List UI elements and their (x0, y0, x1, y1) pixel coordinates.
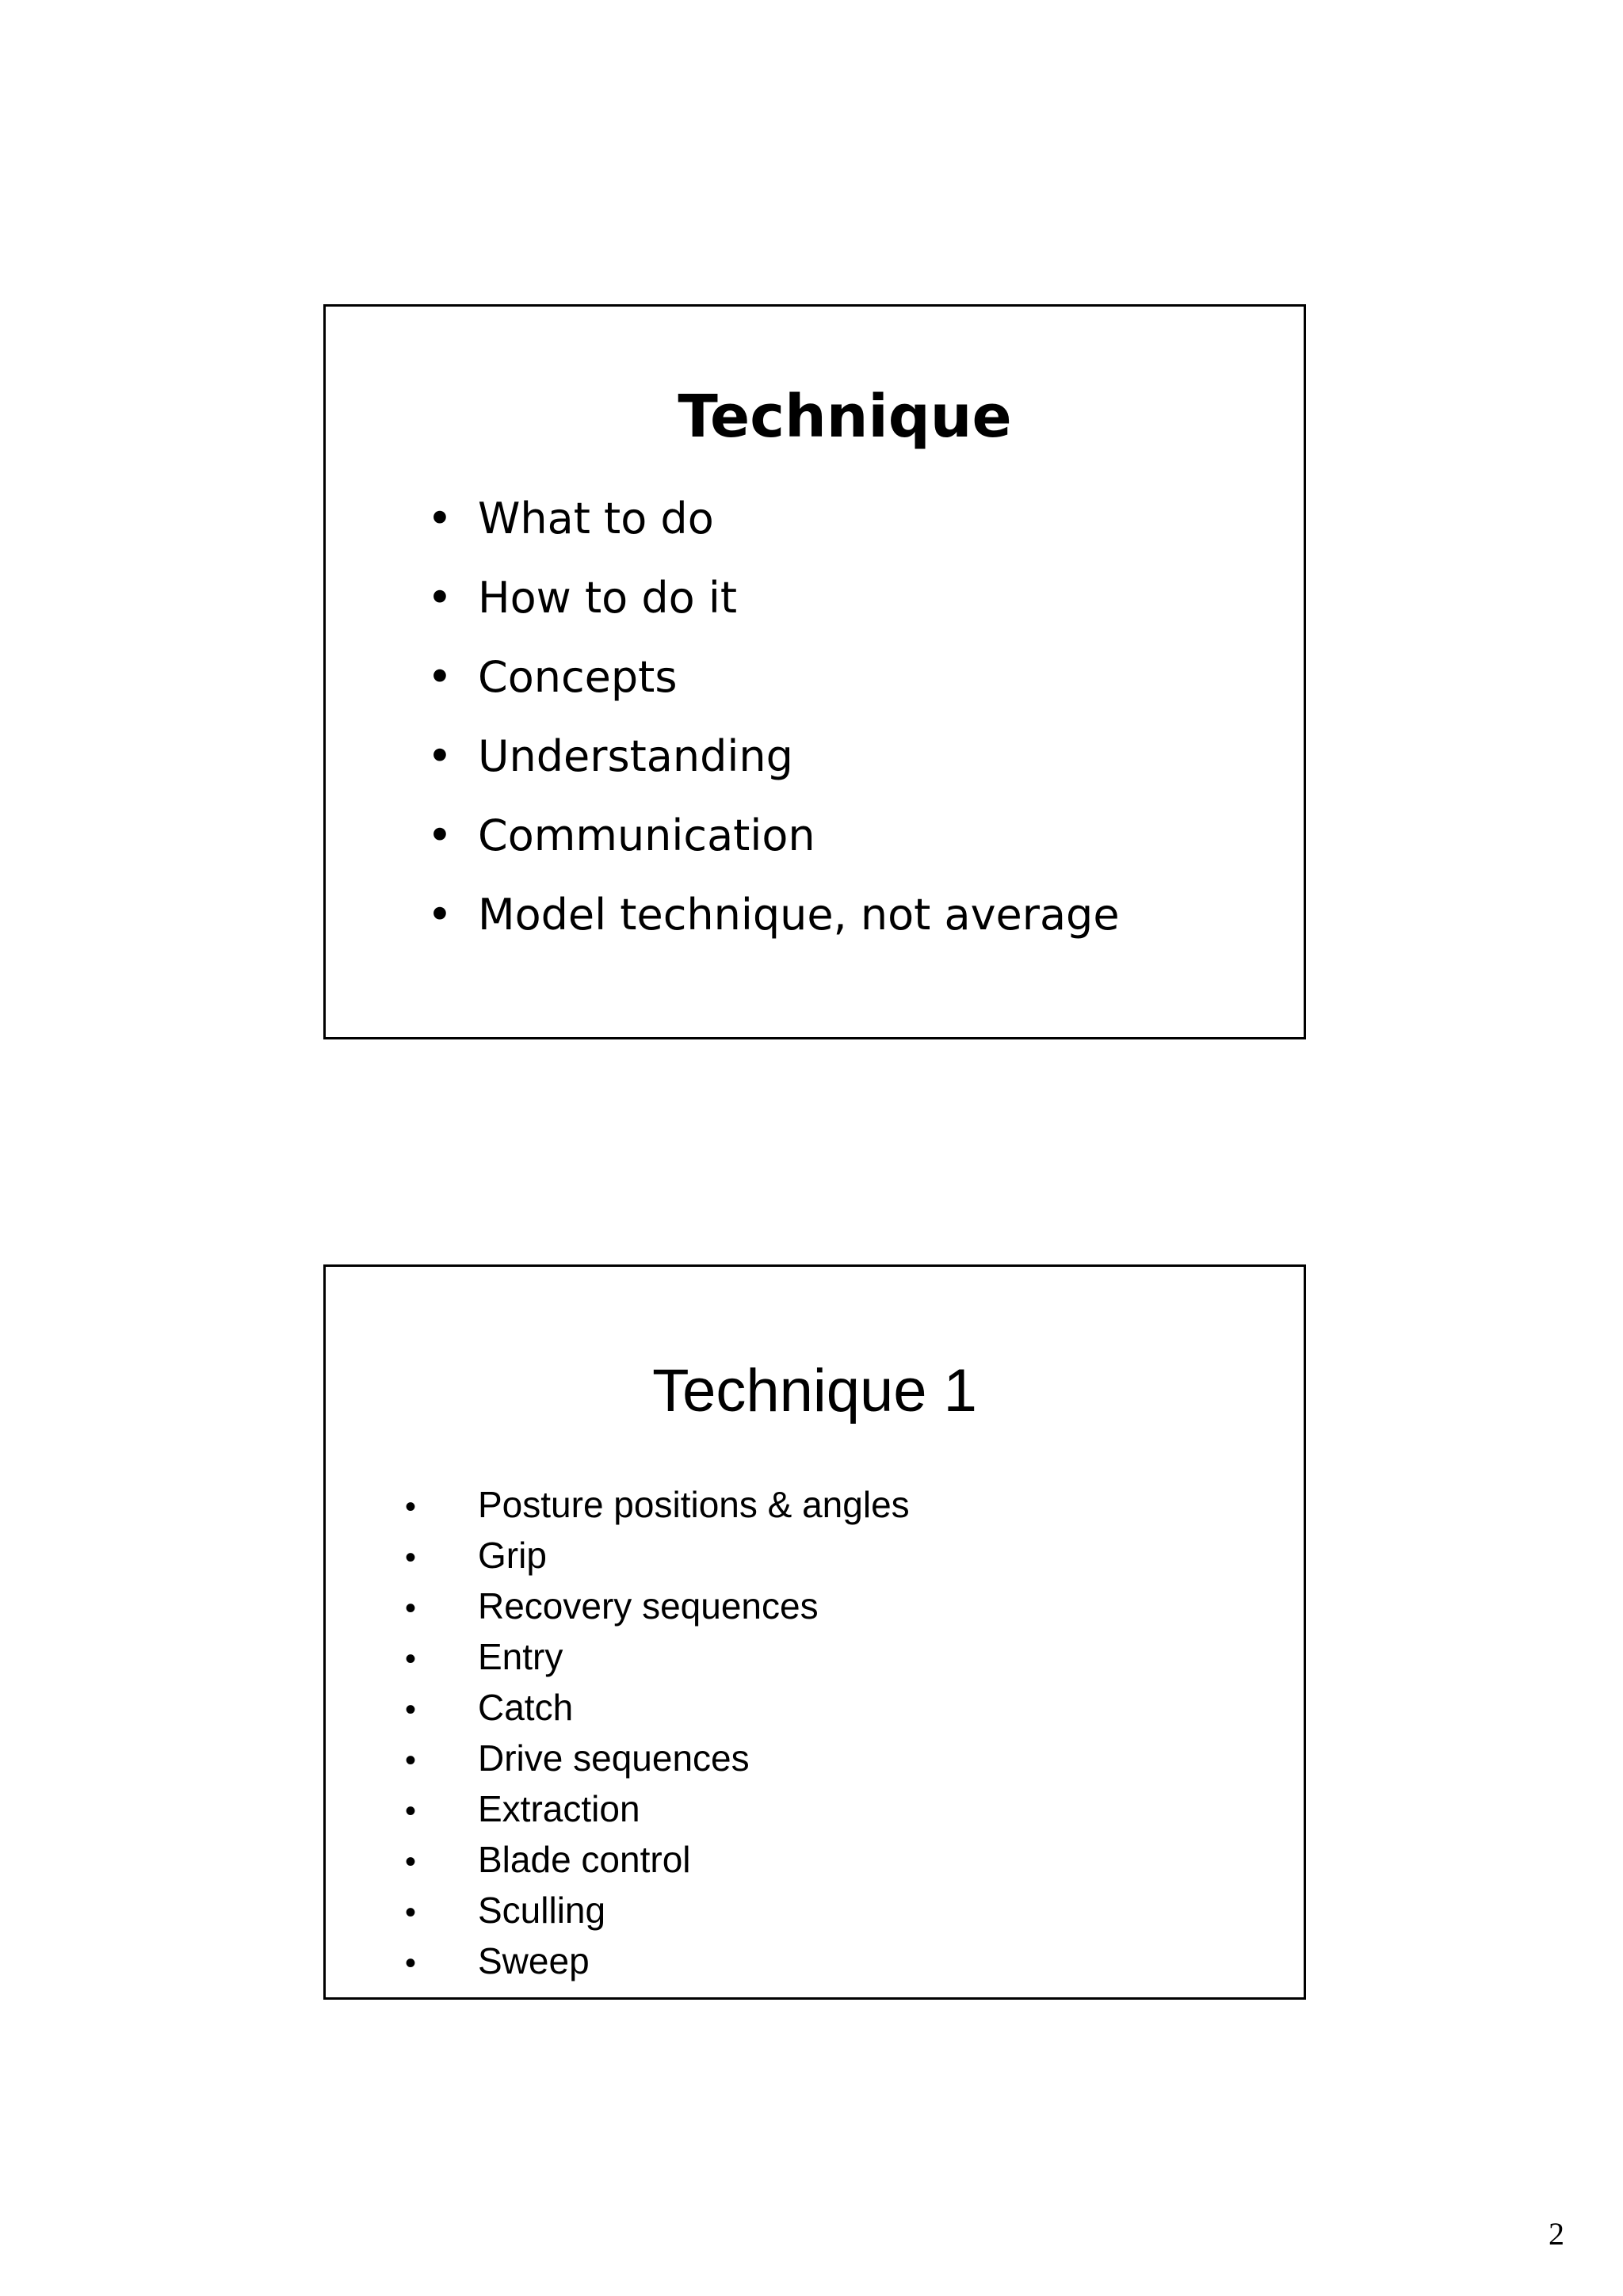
list-item (405, 1834, 910, 1885)
list-item (427, 495, 1120, 574)
bullet-icon: • (405, 1540, 417, 1575)
list-item (405, 1631, 910, 1682)
bullet-list (427, 495, 1120, 971)
list-item (427, 733, 1120, 812)
bullet-icon: • (427, 652, 453, 702)
list-item-text: How to do it (478, 573, 738, 623)
bullet-icon: • (427, 494, 453, 543)
bullet-icon: • (427, 810, 453, 860)
list-item (405, 1885, 910, 1936)
list-item (427, 891, 1120, 971)
list-item-text: Concepts (478, 652, 678, 702)
list-item-text: Grip (478, 1535, 547, 1576)
list-item-text: Model technique, not average (478, 890, 1120, 940)
bullet-icon: • (405, 1946, 417, 1981)
list-item-text: Entry (478, 1636, 563, 1677)
list-item-text: Sweep (478, 1940, 590, 1981)
bullet-icon: • (405, 1895, 417, 1930)
list-item-text: Blade control (478, 1839, 691, 1880)
list-item-text: Sculling (478, 1890, 606, 1931)
list-item (427, 812, 1120, 891)
list-item-text: Recovery sequences (478, 1585, 819, 1627)
list-item (405, 1530, 910, 1581)
bullet-icon: • (427, 573, 453, 623)
bullet-icon: • (405, 1642, 417, 1676)
slide-title: Technique 1 (652, 1357, 977, 1425)
page-number: 2 (1549, 2216, 1564, 2252)
bullet-icon: • (405, 1743, 417, 1778)
bullet-icon: • (405, 1794, 417, 1829)
list-item (405, 1733, 910, 1783)
bullet-icon: • (427, 731, 453, 781)
slide-technique-1 (323, 1264, 1306, 2000)
list-item-text: What to do (478, 494, 714, 543)
bullet-icon: • (405, 1844, 417, 1879)
bullet-icon: • (405, 1591, 417, 1626)
list-item-text: Understanding (478, 731, 793, 781)
list-item-text: Extraction (478, 1788, 640, 1829)
list-item (427, 574, 1120, 654)
bullet-list (405, 1479, 910, 1986)
slide-title: Technique (678, 383, 1012, 451)
list-item-text: Communication (478, 810, 815, 860)
list-item (405, 1936, 910, 1986)
list-item-text: Drive sequences (478, 1737, 750, 1779)
list-item (405, 1581, 910, 1631)
list-item (427, 654, 1120, 733)
slide-technique (323, 304, 1306, 1039)
list-item (405, 1783, 910, 1834)
list-item (405, 1682, 910, 1733)
bullet-icon: • (405, 1692, 417, 1727)
list-item-text: Posture positions & angles (478, 1484, 910, 1525)
bullet-icon: • (427, 890, 453, 940)
bullet-icon: • (405, 1489, 417, 1524)
list-item-text: Catch (478, 1687, 574, 1728)
list-item (405, 1479, 910, 1530)
